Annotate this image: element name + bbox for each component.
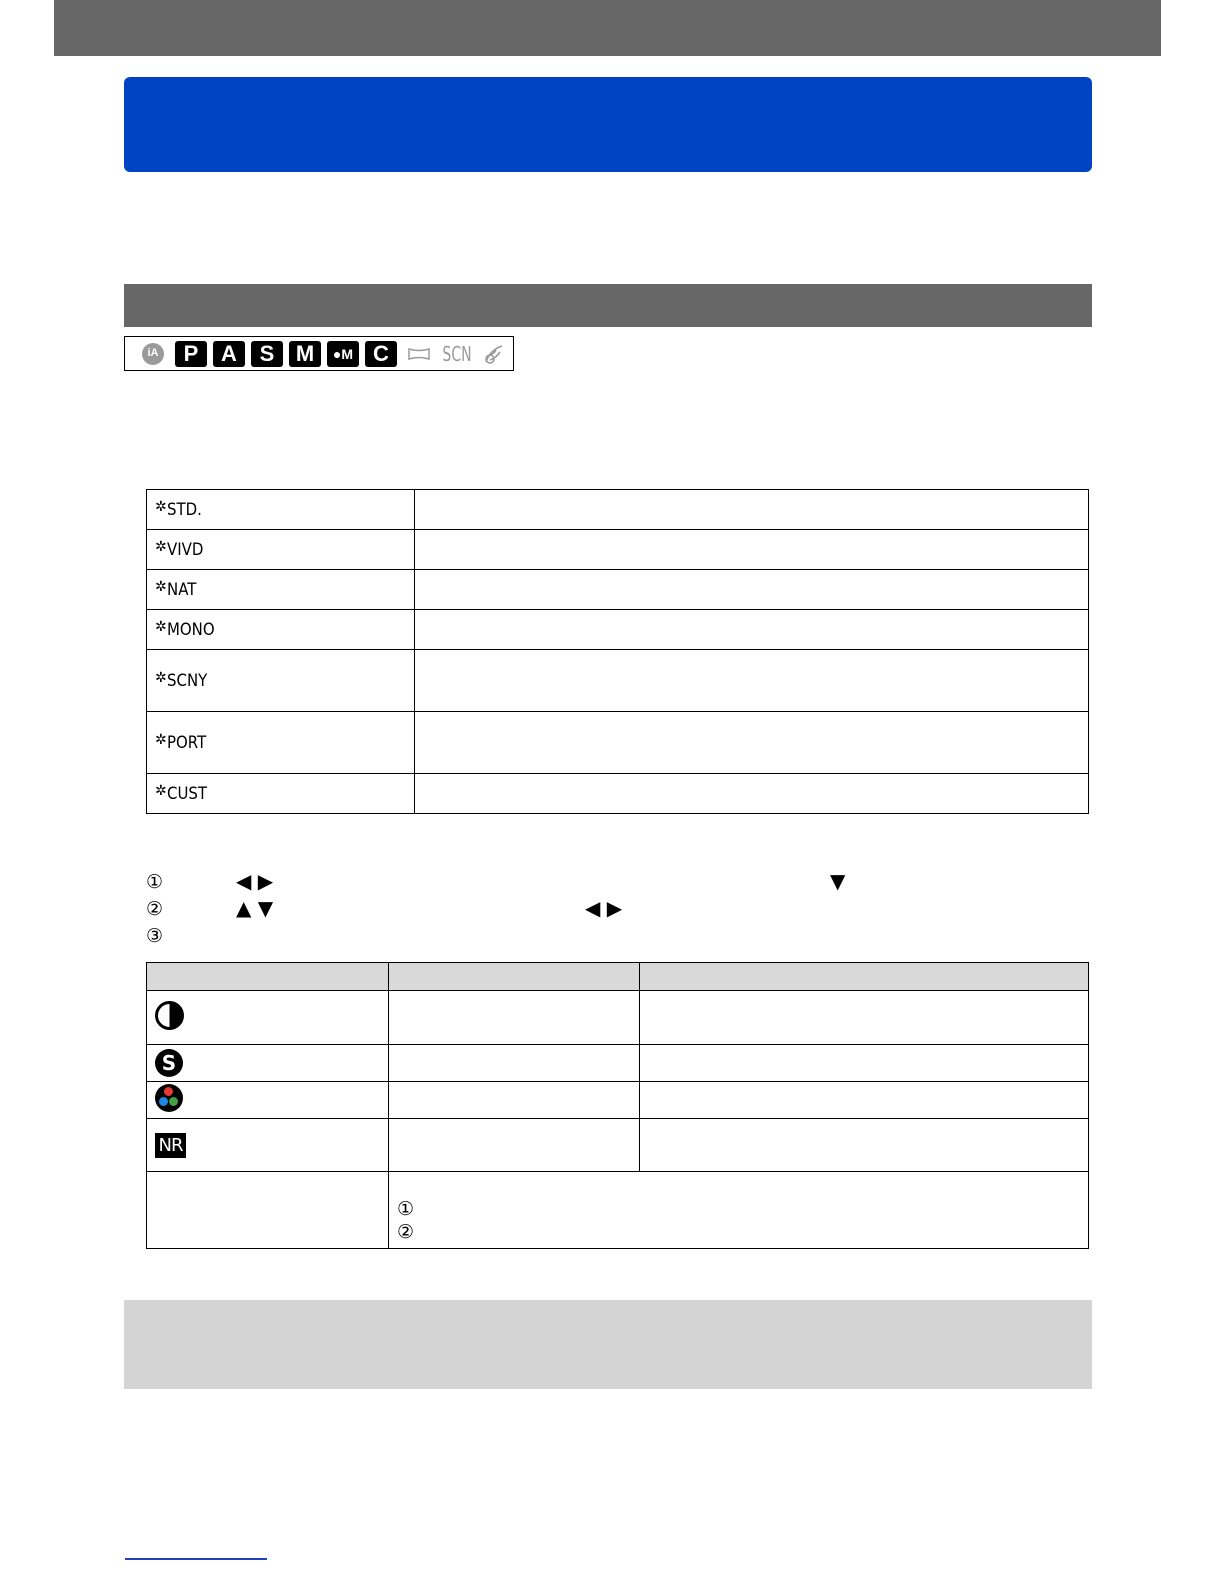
movie-m-mode-icon: ● M — [327, 341, 359, 367]
style-cell — [147, 774, 415, 814]
adjust-item-cell — [147, 1119, 389, 1172]
a-mode-icon: A — [213, 341, 245, 367]
contrast-icon — [155, 1001, 184, 1030]
style-description — [415, 774, 1089, 814]
style-description — [415, 712, 1089, 774]
creative-mode-icon — [479, 341, 511, 367]
table-row — [147, 650, 1089, 712]
step-3-marker: ③ — [146, 925, 164, 947]
column-header — [389, 963, 640, 991]
table-row — [147, 1119, 1089, 1172]
table-row — [147, 490, 1089, 530]
adjust-setting-cell — [389, 991, 640, 1045]
photo-style-icon: ✲ — [155, 578, 165, 595]
style-cell — [147, 530, 415, 570]
table-row — [147, 1172, 1089, 1249]
c-mode-icon: C — [365, 341, 397, 367]
down-arrow-icon: ▼ — [830, 869, 846, 893]
register-steps-cell — [389, 1172, 1089, 1249]
adjust-setting-cell — [389, 1082, 640, 1119]
footer-link-underline[interactable] — [125, 1558, 267, 1560]
adjust-description-cell — [640, 1082, 1089, 1119]
adjust-item-cell — [147, 1082, 389, 1119]
photo-style-icon: ✲ — [155, 498, 165, 515]
adjust-item-cell — [147, 1045, 389, 1082]
adjust-description-cell — [640, 1045, 1089, 1082]
noise-reduction-icon: NR — [155, 1133, 186, 1158]
register-step-1: ① — [397, 1199, 415, 1220]
column-header — [147, 963, 389, 991]
register-step-2: ② — [397, 1222, 415, 1243]
p-mode-icon: P — [175, 341, 207, 367]
m-mode-icon: M — [289, 341, 321, 367]
register-label-cell — [147, 1172, 389, 1249]
table-row — [147, 1045, 1089, 1082]
style-cell — [147, 570, 415, 610]
adjust-setting-cell — [389, 1045, 640, 1082]
style-code: SCNY — [166, 670, 208, 691]
adjust-description-cell — [640, 991, 1089, 1045]
column-header — [640, 963, 1089, 991]
style-description — [415, 650, 1089, 712]
section-heading-bar — [124, 284, 1092, 327]
step-2-marker: ② — [146, 898, 164, 920]
panorama-mode-icon — [403, 341, 435, 367]
up-down-arrow-icon: ▲ ▼ — [236, 896, 274, 920]
picture-adjust-table — [146, 962, 1089, 1249]
table-row — [147, 570, 1089, 610]
table-row — [147, 610, 1089, 650]
adjust-setting-cell — [389, 1119, 640, 1172]
photo-style-table — [146, 489, 1089, 814]
style-code: STD. — [166, 499, 202, 520]
step-1-marker: ① — [146, 871, 164, 893]
style-code: CUST — [166, 783, 207, 804]
style-cell — [147, 650, 415, 712]
recording-mode-icons — [124, 336, 514, 371]
style-code: VIVD — [166, 539, 204, 560]
table-row — [147, 991, 1089, 1045]
style-cell — [147, 610, 415, 650]
left-right-arrow-icon: ◀ ▶ — [236, 869, 274, 893]
table-header-row — [147, 963, 1089, 991]
style-code: PORT — [166, 732, 206, 753]
photo-style-icon: ✲ — [155, 538, 165, 555]
adjust-description-cell — [640, 1119, 1089, 1172]
adjust-item-cell — [147, 991, 389, 1045]
photo-style-icon: ✲ — [155, 731, 165, 748]
ia-mode-icon: iA — [142, 343, 164, 365]
style-description — [415, 610, 1089, 650]
s-mode-icon: S — [251, 341, 283, 367]
notes-box — [124, 1300, 1092, 1389]
saturation-icon: S — [155, 1049, 183, 1077]
color-tone-icon — [155, 1084, 183, 1112]
style-code: NAT — [166, 579, 197, 600]
style-code: MONO — [166, 619, 215, 640]
photo-style-icon: ✲ — [155, 618, 165, 635]
style-description — [415, 530, 1089, 570]
style-cell — [147, 712, 415, 774]
table-row — [147, 774, 1089, 814]
table-row — [147, 530, 1089, 570]
top-header-bar — [54, 0, 1161, 56]
style-description — [415, 570, 1089, 610]
photo-style-icon: ✲ — [155, 669, 165, 686]
table-row — [147, 712, 1089, 774]
photo-style-icon: ✲ — [155, 782, 165, 799]
page-title-banner — [124, 77, 1092, 172]
style-cell — [147, 490, 415, 530]
scn-mode-icon: SCN — [442, 341, 472, 366]
left-right-arrow-icon: ◀ ▶ — [585, 896, 623, 920]
table-row — [147, 1082, 1089, 1119]
style-description — [415, 490, 1089, 530]
